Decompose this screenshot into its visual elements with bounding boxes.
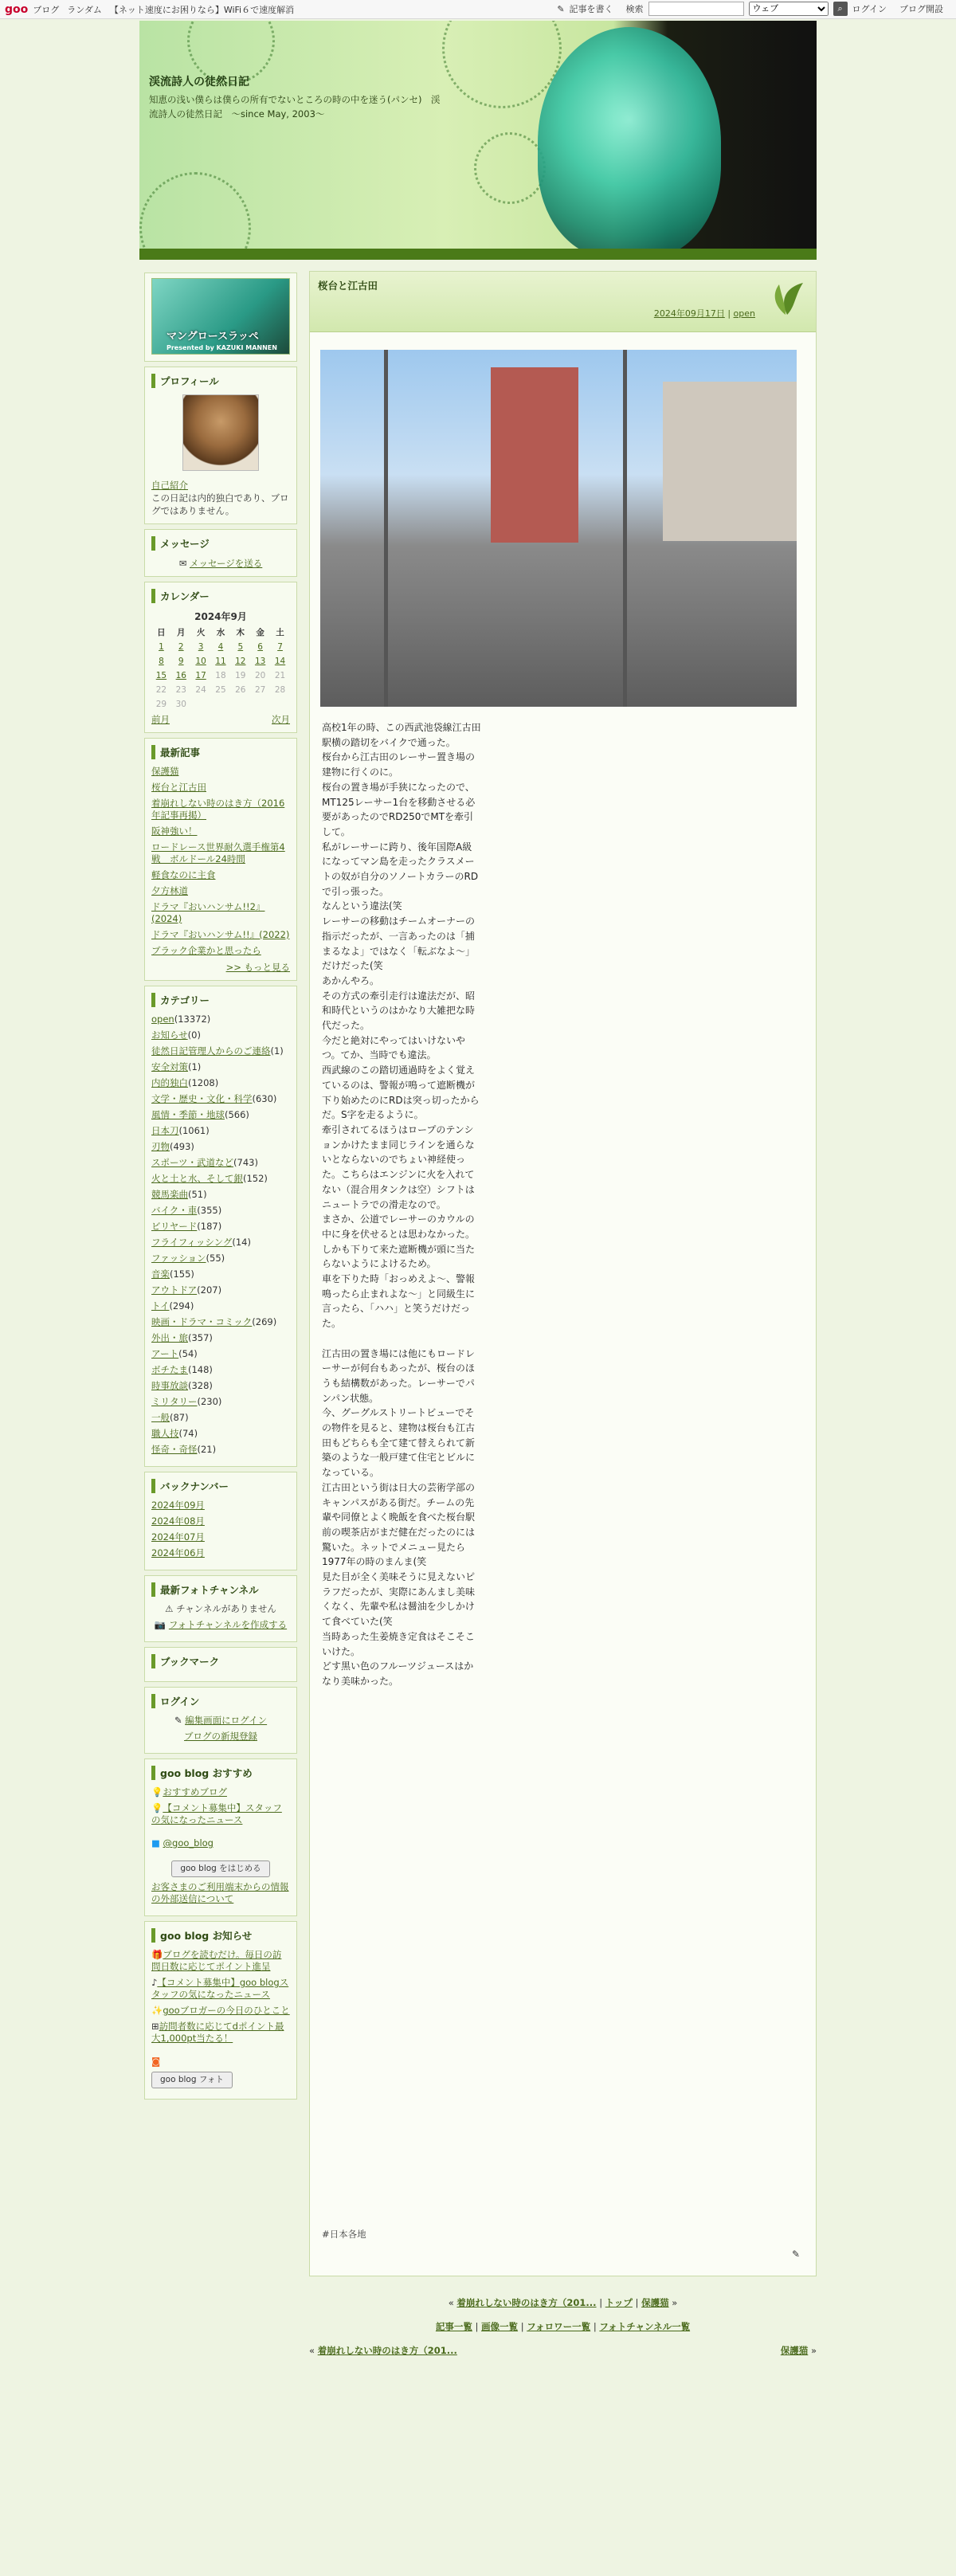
calendar-date: 24 — [195, 685, 206, 695]
utility-pole — [623, 350, 627, 707]
bottom-navigation: « 着崩れしない時のはき方（201... | トップ | 保護猫 » 記事一覧 | 画像一覧 | フォロワー一覧 | フォトチャンネル一覧 « 着崩れしない時のはき方（201... 保護猫 » — [309, 2297, 817, 2356]
calendar-day-header: 土 — [276, 628, 284, 637]
recommend-link-2[interactable]: 【コメント募集中】スタッフの気になったニュース — [151, 1802, 282, 1825]
recent-post-link[interactable]: ロードレース世界耐久選手権第4戦 ボルドール24時間 — [151, 841, 285, 865]
category-link[interactable]: 内的独白 — [151, 1077, 188, 1088]
category-item — [151, 1061, 290, 1073]
pencil-icon: ✎ — [557, 3, 565, 14]
calendar-date-link[interactable]: 3 — [198, 642, 204, 652]
login-link[interactable]: ログイン — [852, 4, 887, 14]
goo-logo[interactable]: goo — [5, 2, 29, 16]
category-item — [151, 1014, 290, 1025]
category-item — [151, 1316, 290, 1328]
post-body: 高校1年の時、この西武池袋線江古田駅横の踏切をバイクで通った。 桜台から江古田のレーサー置き場の建物に行くのに。 桜台の置き場が手狭になったので、MT125レーサー1台を移動させる必要があったのでRD250でMTを牽引して。 私がレーサーに跨り、後年国際A級になってマン島を走ったクラスメートの奴が自分のソノートカラーのRDで引っ張った。 なんという違法(笑 レーサーの移動はチームオーナーの指示だったが、一言あったのは「捕まるなよ」ではなく「転ぶなよ～」だけだった(笑 あかんやろ。 その方式の牽引走行は違法だが、昭和時代というのはかなり大雑把な時代だった。 今だと絶対にやってはいけないやつ。てか、当時でも違法。 西武線のこの踏切通過時をよく覚えているのは、警報が鳴って遮断機が下り始めたのにRDは突っ切ったからだ。S字を走るように。 牽引されてるほうはロープのテンションかけたまま同じラインを通らないとならないのでちょい神経使った。こちらはエンジンに火を入れてない（混合用タンクは空）シフトはニュートラでの滑走なので。 まさか、公道でレーサーのカウルの中に身を伏せるとは思わなかった。しかも下りて来た遮断機が頭に当たらないようによけるため。 車を下りた時「おっめえよ～、警報鳴ったら止まれよな～」と同級生に言ったら、「ハハ」と笑うだけだった。 江古田の置き場には他にもロードレーサーが何台もあったが、桜台のほうも結構数があった。レーサーでパンパン状態。 今、グーグルストリートビューでその物件を見ると、建物は桜台も江古田もどちらも全て建て替えられて新築のような一般戸建て住宅とビルになっている。 江古田という街は日大の芸術学部のキャンパスがある街だ。チームの先輩や同僚とよく晩飯を食べた桜台駅前の喫茶店がまだ健在だったのには驚いた。ネットでメニュー見たら1977年の時のまんま(笑 見た目が全く美味そうに見えないピラフだったが、実際にあんまし美味くなく、先輩や私は醤油を少しかけて食べていた(笑 当時あった生姜焼き定食はそこそこいけた。 どす黒い色のフルーツジュースはかなり美味かった。 — [322, 722, 481, 1687]
more-posts-link[interactable]: >> もっと見る — [225, 962, 290, 973]
category-count: (566) — [225, 1109, 249, 1120]
recent-post-link[interactable]: 軽食なのに主食 — [151, 869, 216, 880]
calendar-day-header: 日 — [157, 628, 166, 637]
category-item — [151, 1268, 290, 1280]
blog-description: 知恵の浅い僕らは僕らの所有でないところの時の中を迷う(パンセ) 渓流詩人の徒然日記 ～since May, 2003～ — [149, 94, 441, 120]
notice-link-1[interactable]: ブログを読むだけ。毎日の訪問日数に応じてポイント進呈 — [151, 1949, 282, 1972]
category-link[interactable]: 外出・旅 — [151, 1332, 188, 1343]
calendar-date-link[interactable]: 14 — [274, 657, 286, 666]
calendar-date-link[interactable]: 12 — [235, 657, 246, 666]
photo-channel-widget — [144, 1575, 297, 1642]
bulb-icon: 💡 — [151, 1802, 163, 1813]
post-title[interactable]: 桜台と江古田 — [318, 280, 378, 292]
blog-open-link[interactable]: ブログ開設 — [899, 4, 943, 14]
category-link[interactable]: ミリタリー — [151, 1396, 198, 1407]
calendar-date-link[interactable]: 2 — [178, 642, 184, 652]
calendar-date-link[interactable]: 17 — [195, 671, 206, 680]
sidebar — [144, 272, 297, 2104]
search-label: 検索 — [625, 4, 644, 14]
edit-icon[interactable]: ✎ — [792, 2249, 801, 2260]
flower-decoration — [474, 132, 546, 204]
create-channel-link[interactable]: フォトチャンネルを作成する — [168, 1619, 288, 1630]
category-link[interactable]: スポーツ・武道など — [151, 1157, 234, 1168]
category-count: (1061) — [178, 1125, 210, 1136]
utility-pole — [384, 350, 388, 707]
category-item — [151, 1253, 290, 1264]
calendar-day-header: 水 — [216, 628, 225, 637]
category-count: (148) — [188, 1364, 213, 1375]
calendar-date-link[interactable]: 8 — [159, 657, 164, 666]
list-item — [151, 1531, 290, 1543]
recommend-title: goo blog おすすめ — [151, 1766, 290, 1780]
write-article-link[interactable]: 記事を書く — [569, 4, 613, 14]
calendar-widget — [144, 582, 297, 733]
category-item — [151, 1364, 290, 1376]
avatar — [182, 394, 259, 471]
recent-post-link[interactable]: ドラマ『おいハンサム!!』(2022) — [151, 929, 290, 940]
category-link[interactable]: 音楽 — [151, 1268, 170, 1280]
category-link[interactable]: バイク・車 — [151, 1205, 198, 1216]
category-link[interactable]: 風情・季節・地球 — [151, 1109, 225, 1120]
category-count: (269) — [252, 1316, 277, 1327]
category-item — [151, 1300, 290, 1312]
post-category-link[interactable]: open — [733, 308, 755, 319]
backnumber-link[interactable]: 2024年06月 — [151, 1547, 205, 1559]
profile-widget — [144, 367, 297, 524]
recommend-link-1[interactable]: おすすめブログ — [163, 1786, 227, 1798]
category-item — [151, 1205, 290, 1217]
warning-icon: ⚠ — [165, 1603, 174, 1614]
next-month-link[interactable]: 次月 — [272, 714, 290, 725]
calendar-day-header: 月 — [177, 628, 186, 637]
banner-subtext: Presented by KAZUKI MANNEN — [167, 344, 277, 351]
category-item — [151, 1093, 290, 1105]
list-item — [151, 869, 290, 881]
pen-icon: ✎ — [174, 1715, 182, 1726]
category-count: (1) — [270, 1045, 284, 1057]
category-count: (187) — [197, 1221, 222, 1232]
category-count: (13372) — [174, 1014, 211, 1025]
flower-decoration — [139, 172, 251, 260]
new-register-link[interactable]: ブログの新規登録 — [184, 1731, 257, 1742]
category-link[interactable]: 文学・歴史・文化・科学 — [151, 1093, 253, 1104]
calendar-date-link[interactable]: 13 — [254, 657, 266, 666]
rss-icon[interactable]: ◙ — [151, 2056, 161, 2067]
post-photo[interactable] — [320, 350, 797, 707]
recent-posts-widget — [144, 738, 297, 981]
list-item — [151, 1515, 290, 1527]
category-item — [151, 1237, 290, 1249]
topbar-link-blog[interactable]: ブログ — [33, 4, 60, 15]
calendar-date: 21 — [274, 671, 286, 680]
header-strip — [139, 249, 817, 260]
category-count: (51) — [188, 1189, 207, 1200]
category-link[interactable]: フライフィッシング — [151, 1237, 233, 1248]
recent-post-link[interactable]: ドラマ『おいハンサム!!2』(2024) — [151, 901, 265, 924]
list-item — [151, 1547, 290, 1559]
category-link[interactable]: 怪奇・奇怪 — [151, 1444, 198, 1455]
post-container — [309, 271, 817, 2276]
category-link[interactable]: ボチたま — [151, 1364, 188, 1375]
next-article-link[interactable]: 保護猫 — [780, 2345, 809, 2356]
image-list-link[interactable]: 画像一覧 — [481, 2321, 519, 2332]
category-item — [151, 1428, 290, 1440]
calendar-date — [230, 697, 250, 712]
sidebar-banner[interactable] — [151, 278, 290, 355]
calendar-date: 27 — [254, 685, 266, 695]
no-channel-text: チャンネルがありません — [176, 1603, 276, 1614]
category-link[interactable]: 刃物 — [151, 1141, 170, 1152]
category-link[interactable]: 日本刀 — [151, 1125, 179, 1136]
calendar-date — [191, 697, 211, 712]
building-shape — [663, 382, 797, 541]
calendar-date: 22 — [155, 685, 167, 695]
category-item — [151, 1157, 290, 1169]
recent-post-link[interactable]: 桜台と江古田 — [151, 782, 206, 793]
category-count: (87) — [170, 1412, 189, 1423]
calendar-date-link[interactable]: 5 — [237, 642, 244, 652]
calendar-date — [270, 697, 290, 712]
category-link[interactable]: 時事放談 — [151, 1380, 188, 1391]
calendar-date: 29 — [155, 700, 167, 709]
shaved-ice-glass-image — [538, 27, 721, 258]
category-count: (1208) — [188, 1077, 219, 1088]
category-count: (357) — [188, 1332, 213, 1343]
leaf-icon — [763, 275, 811, 323]
recent-post-link[interactable]: 夕方林道 — [151, 885, 188, 896]
calendar-date: 19 — [235, 671, 246, 680]
edit-login-link[interactable]: 編集画面にログイン — [185, 1715, 268, 1726]
category-item — [151, 1380, 290, 1392]
photo-channel-list-link[interactable]: フォトチャンネル一覧 — [599, 2321, 691, 2332]
photo-channel-title: 最新フォトチャンネル — [151, 1582, 290, 1597]
notice-title: goo blog お知らせ — [151, 1928, 290, 1943]
calendar-day-header: 木 — [236, 628, 245, 637]
calendar-date: 18 — [215, 671, 226, 680]
category-item — [151, 1284, 290, 1296]
notice-link-2[interactable]: 【コメント募集中】goo blogスタッフの気になったニュース — [151, 1977, 289, 2000]
category-link[interactable]: トイ — [151, 1300, 170, 1312]
recommend-widget — [144, 1759, 297, 1916]
start-blog-button[interactable]: goo blog をはじめる — [171, 1860, 269, 1877]
next-post-link[interactable]: 保護猫 — [641, 2297, 669, 2308]
calendar-date-link[interactable]: 15 — [155, 671, 167, 680]
mail-icon: ✉ — [178, 558, 187, 569]
category-item — [151, 1348, 290, 1360]
category-link[interactable]: 一般 — [151, 1412, 170, 1423]
goo-photo-button[interactable]: goo blog フォト — [151, 2072, 233, 2088]
category-item — [151, 1045, 290, 1057]
calendar-date: 25 — [215, 685, 226, 695]
category-count: (1) — [188, 1061, 202, 1072]
calendar-date-link[interactable]: 9 — [178, 657, 184, 666]
camera-icon: 📷 — [154, 1619, 167, 1630]
bookmark-widget — [144, 1647, 297, 1682]
category-item — [151, 1444, 290, 1456]
banner-text: マングロースラッペ — [167, 331, 259, 343]
calendar-date-link[interactable]: 4 — [217, 642, 224, 652]
category-count: (328) — [188, 1380, 213, 1391]
category-item — [151, 1029, 290, 1041]
calendar-date: 28 — [274, 685, 286, 695]
bookmark-title: ブックマーク — [151, 1654, 290, 1668]
login-title: ログイン — [151, 1694, 290, 1708]
search-input[interactable] — [648, 2, 744, 16]
category-item — [151, 1173, 290, 1185]
post-header: 桜台と江古田 2024年09月17日 | open — [310, 272, 816, 332]
category-link[interactable]: 火と土と水、そして銀 — [151, 1173, 243, 1184]
list-item — [151, 945, 290, 957]
post-date-link[interactable]: 2024年09月17日 — [653, 308, 725, 319]
prev-month-link[interactable]: 前月 — [151, 714, 170, 725]
backnumber-title: バックナンバー — [151, 1479, 290, 1493]
prev-post-link[interactable]: 着崩れしない時のはき方（201... — [456, 2297, 597, 2308]
recent-posts-title: 最新記事 — [151, 745, 290, 759]
category-link[interactable]: open — [151, 1014, 174, 1025]
category-link[interactable]: アート — [151, 1348, 179, 1359]
banner-widget — [144, 272, 297, 362]
category-link[interactable]: 徒然日記管理人からのご連絡 — [151, 1045, 271, 1057]
category-item — [151, 1141, 290, 1153]
list-item — [151, 782, 290, 794]
category-link[interactable]: ファッション — [151, 1253, 206, 1264]
login-widget — [144, 1687, 297, 1754]
calendar-date-link[interactable]: 6 — [257, 642, 263, 652]
category-item — [151, 1125, 290, 1137]
calendar-date — [250, 697, 270, 712]
category-link[interactable]: 競馬楽曲 — [151, 1189, 188, 1200]
category-title: カテゴリー — [151, 993, 290, 1007]
category-count: (74) — [178, 1428, 198, 1439]
list-item — [151, 798, 290, 821]
category-count: (54) — [178, 1348, 198, 1359]
search-icon[interactable]: ⌕ — [833, 2, 848, 16]
list-item — [151, 1500, 290, 1511]
category-link[interactable]: 職人技 — [151, 1428, 179, 1439]
topbar-link-random[interactable]: ランダム — [67, 4, 102, 15]
category-count: (230) — [197, 1396, 222, 1407]
category-count: (14) — [232, 1237, 251, 1248]
category-count: (493) — [170, 1141, 194, 1152]
gift-icon: 🎁 — [151, 1949, 163, 1960]
category-link[interactable]: お知らせ — [151, 1029, 188, 1041]
category-count: (207) — [197, 1284, 222, 1296]
calendar-date: 23 — [175, 685, 186, 695]
twitter-icon: ■ — [151, 1837, 160, 1849]
top-bar — [0, 0, 956, 19]
recent-post-link[interactable]: 着崩れしない時のはき方（2016年記事再掲） — [151, 798, 285, 821]
calendar-date-link[interactable]: 10 — [195, 657, 206, 666]
calendar-date-link[interactable]: 16 — [175, 671, 186, 680]
recent-post-link[interactable]: ブラック企業かと思ったら — [151, 945, 261, 956]
points-icon: ⊞ — [151, 2021, 159, 2032]
category-link[interactable]: ビリヤード — [151, 1221, 198, 1232]
profile-text: この日記は内的独白であり、ブログではありません。 — [151, 492, 289, 516]
building-shape — [491, 367, 578, 543]
calendar-date-link[interactable]: 7 — [277, 642, 283, 652]
calendar-day-header: 火 — [196, 628, 206, 637]
category-item — [151, 1332, 290, 1344]
message-widget — [144, 529, 297, 577]
note-icon: ♪ — [151, 1977, 158, 1988]
star-icon: ✨ — [151, 2005, 163, 2016]
recent-post-link[interactable]: 阪神強い！ — [151, 825, 198, 837]
category-count: (155) — [170, 1268, 194, 1280]
category-widget — [144, 986, 297, 1467]
prev-article-link[interactable]: 着崩れしない時のはき方（201... — [317, 2345, 457, 2356]
list-item — [151, 841, 290, 865]
calendar-date — [211, 697, 231, 712]
backnumber-link[interactable]: 2024年09月 — [151, 1500, 205, 1511]
calendar-day-header: 金 — [256, 628, 264, 637]
follower-list-link[interactable]: フォロワー一覧 — [527, 2321, 591, 2332]
calendar-title: カレンダー — [151, 589, 290, 603]
topbar-link-ad[interactable]: 【ネット速度にお困りなら】WiFi６で速度解消 — [109, 4, 295, 15]
backnumber-link[interactable]: 2024年08月 — [151, 1515, 205, 1527]
blog-header — [139, 21, 817, 260]
top-link[interactable]: トップ — [605, 2297, 633, 2308]
category-link[interactable]: アウトドア — [151, 1284, 198, 1296]
list-item — [151, 825, 290, 837]
search-scope-select[interactable] — [749, 2, 829, 16]
category-count: (0) — [187, 1029, 201, 1041]
flower-decoration — [442, 21, 562, 108]
list-item — [151, 766, 290, 778]
backnumber-widget — [144, 1472, 297, 1570]
twitter-link[interactable]: @goo_blog — [163, 1837, 214, 1849]
external-info-link[interactable]: お客さまのご利用端末からの情報の外部送信について — [151, 1881, 289, 1904]
category-link[interactable]: 映画・ドラマ・コミック — [151, 1316, 253, 1327]
category-item — [151, 1396, 290, 1408]
self-intro-link[interactable]: 自己紹介 — [151, 480, 188, 491]
notice-link-3[interactable]: gooブロガーの今日のひとこと — [163, 2005, 290, 2016]
calendar-table — [151, 625, 290, 712]
category-link[interactable]: 安全対策 — [151, 1061, 188, 1072]
category-count: (294) — [169, 1300, 194, 1312]
backnumber-link[interactable]: 2024年07月 — [151, 1531, 205, 1543]
category-count: (21) — [197, 1444, 217, 1455]
category-item — [151, 1412, 290, 1424]
message-title: メッセージ — [151, 536, 290, 551]
calendar-date-link[interactable]: 11 — [215, 657, 226, 666]
category-count: (152) — [243, 1173, 268, 1184]
calendar-date-link[interactable]: 1 — [159, 642, 164, 652]
calendar-month: 2024年9月 — [194, 611, 247, 622]
category-item — [151, 1109, 290, 1121]
category-item — [151, 1189, 290, 1201]
blog-title[interactable]: 渓流詩人の徒然日記 — [149, 76, 249, 88]
post-list-link[interactable]: 記事一覧 — [435, 2321, 472, 2332]
post-tag[interactable]: #日本各地 — [322, 2229, 366, 2240]
list-item — [151, 901, 290, 925]
category-count: (630) — [252, 1093, 277, 1104]
list-item — [151, 885, 290, 897]
category-item — [151, 1077, 290, 1089]
category-item — [151, 1221, 290, 1233]
calendar-date: 20 — [254, 671, 266, 680]
send-message-link[interactable]: メッセージを送る — [189, 558, 263, 569]
category-count: (743) — [233, 1157, 258, 1168]
profile-title: プロフィール — [151, 374, 290, 388]
notice-link-4[interactable]: 訪問者数に応じてdポイント最大1,000pt当たる！ — [151, 2021, 284, 2044]
calendar-date: 30 — [175, 700, 186, 709]
list-item — [151, 929, 290, 941]
recent-post-link[interactable]: 保護猫 — [151, 766, 179, 777]
notice-widget — [144, 1921, 297, 2100]
category-count: (55) — [206, 1253, 225, 1264]
bulb-icon: 💡 — [151, 1786, 163, 1798]
calendar-date: 26 — [235, 685, 246, 695]
category-count: (355) — [197, 1205, 222, 1216]
